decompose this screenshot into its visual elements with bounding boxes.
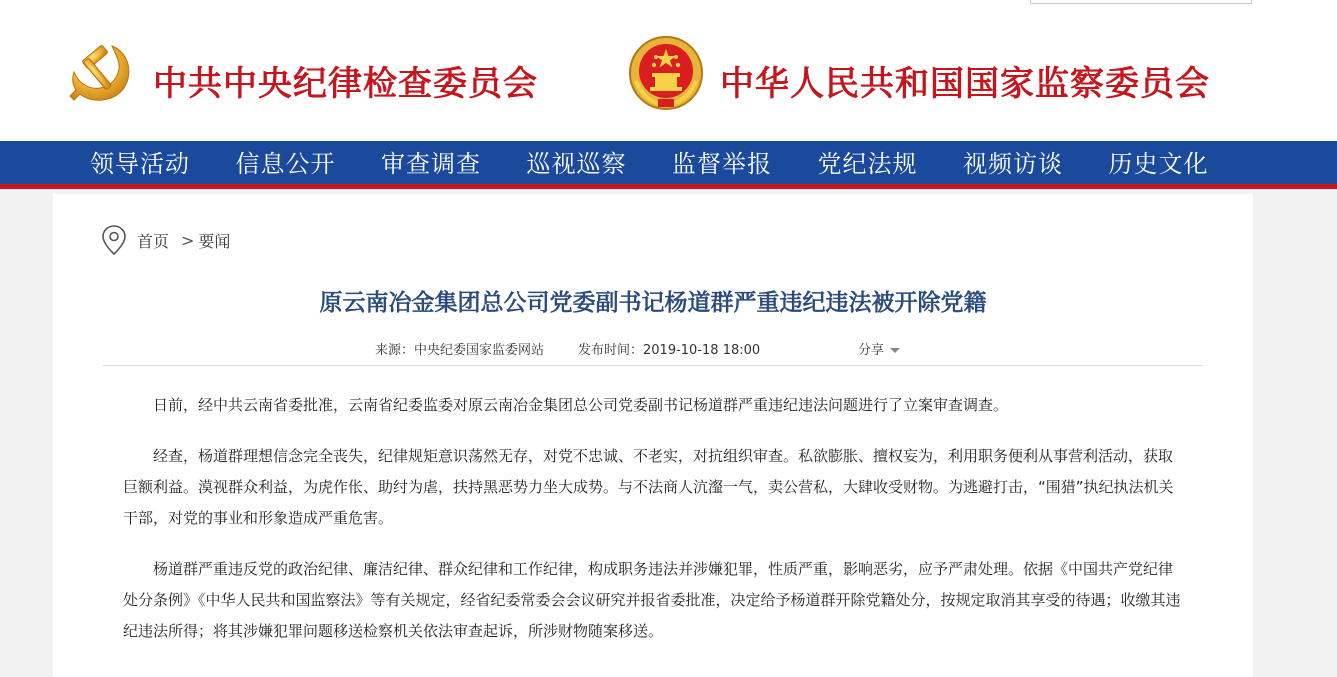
party-commission-title[interactable]: 中共中央纪律检查委员会 — [153, 64, 538, 104]
main-nav — [0, 141, 1337, 189]
share-button[interactable] — [858, 339, 900, 358]
divider — [103, 365, 1203, 366]
article-paragraph: 日前，经中共云南省委批准，云南省纪委监委对原云南冶金集团总公司党委副书记杨道群严重违纪违法问题进行了立案审查调查。 — [153, 396, 1009, 414]
nav-item-video[interactable]: 视频访谈 — [963, 150, 1063, 178]
article-title: 原云南冶金集团总公司党委副书记杨道群严重违纪违法被开除党籍 — [319, 290, 987, 316]
nav-item-inspection[interactable]: 巡视巡察 — [526, 150, 627, 178]
breadcrumb-separator: > — [181, 230, 195, 250]
breadcrumb-home-link[interactable]: 首页 — [137, 231, 170, 251]
article-publish-time: 发布时间：2019-10-18 18:00 — [578, 343, 761, 358]
article-paragraph: 经查，杨道群理想信念完全丧失，纪律规矩意识荡然无存，对党不忠诚、不老实，对抗组织审查。私欲膨胀、擅权妄为，利用职务便利从事营利活动，获取巨额利益。漠视群众利益，为虎作伥、助纣为虐，扶持黑恶势力坐大成势。与不法商人沆瀣一气，卖公营私，大肆收受财物。为逃避打击，“围猎”执纪执法机关干部，对党的事业和形象造成严重危害。 — [123, 447, 1174, 527]
state-commission-title[interactable]: 中华人民共和国国家监察委员会 — [720, 64, 1210, 104]
breadcrumb — [101, 224, 230, 256]
nav-item-history[interactable]: 历史文化 — [1108, 150, 1209, 178]
site-header — [0, 0, 1337, 141]
article-source: 来源：中央纪委国家监委网站 — [375, 343, 545, 358]
hammer-sickle-icon[interactable] — [68, 38, 138, 108]
location-pin-icon — [101, 224, 127, 256]
nav-item-regulations[interactable]: 党纪法规 — [817, 150, 918, 178]
nav-item-leadership[interactable]: 领导活动 — [90, 150, 190, 178]
article-meta — [375, 339, 760, 358]
article-panel — [53, 194, 1253, 677]
nav-item-investigation[interactable]: 审查调查 — [381, 150, 481, 178]
national-emblem-icon[interactable] — [628, 35, 704, 111]
breadcrumb-current-link[interactable]: 要闻 — [198, 231, 231, 251]
nav-item-disclosure[interactable]: 信息公开 — [235, 150, 336, 178]
article-paragraph: 杨道群严重违反党的政治纪律、廉洁纪律、群众纪律和工作纪律，构成职务违法并涉嫌犯罪，性质严重，影响恶劣，应予严肃处理。依据《中国共产党纪律处分条例》《中华人民共和国监察法》等有关规定，经省纪委常委会会议研究并报省委批准，决定给予杨道群开除党籍处分，按规定取消其享受的待遇；收缴其违纪违法所得；将其涉嫌犯罪问题移送检察机关依法审查起诉，所涉财物随案移送。 — [123, 560, 1181, 640]
article-body — [123, 390, 1183, 667]
chevron-down-icon — [890, 348, 900, 353]
search-box[interactable] — [1030, 0, 1252, 4]
share-label: 分享 — [858, 343, 885, 358]
nav-item-reporting[interactable]: 监督举报 — [672, 150, 772, 178]
